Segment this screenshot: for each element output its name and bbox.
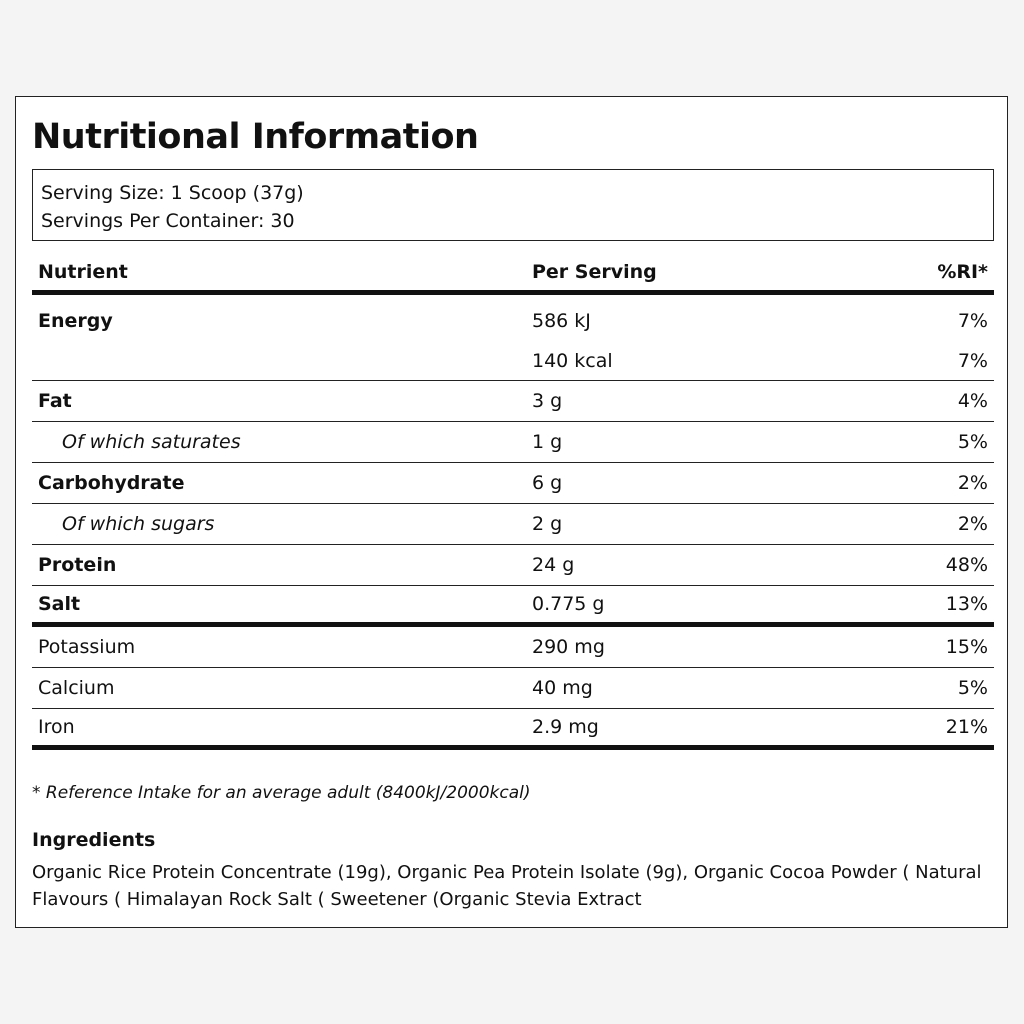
nutrient-name: Potassium (38, 636, 136, 658)
label-title: Nutritional Information (32, 117, 479, 157)
nutrient-name: Energy (38, 310, 113, 332)
header-nutrient: Nutrient (38, 260, 128, 283)
nutrient-name: Protein (38, 554, 117, 576)
table-row-sugars (32, 504, 994, 545)
nutrient-ri: 13% (945, 593, 988, 615)
nutrient-name: Salt (38, 593, 81, 615)
table-row-calcium (32, 668, 994, 709)
nutrient-value: 2.9 mg (532, 716, 599, 738)
nutrient-ri: 5% (957, 431, 988, 453)
table-row-fat (32, 381, 994, 422)
table-row-salt (32, 586, 994, 627)
table-row-protein (32, 545, 994, 586)
nutrient-name: Carbohydrate (38, 472, 185, 494)
nutrition-label (15, 96, 1008, 928)
table-row-saturates (32, 422, 994, 463)
table-row-carbohydrate (32, 463, 994, 504)
nutrient-ri: 15% (945, 636, 988, 658)
nutrient-ri: 7% (957, 310, 988, 332)
header-ri: %RI* (937, 260, 988, 283)
reference-intake-footnote: * Reference Intake for an average adult (8400kJ/2000kcal) (32, 783, 531, 803)
energy-kj-line (32, 295, 994, 341)
nutrient-ri: 4% (957, 390, 988, 412)
nutrient-value: 290 mg (532, 636, 605, 658)
ingredients-text: Organic Rice Protein Concentrate (19g), Organic Pea Protein Isolate (9g), Organic Cocoa Powder ( Natural Flavours ( Himalayan Rock Salt ( Sweetener (Organic Stevia Extract (32, 862, 982, 910)
nutrient-value: 24 g (532, 554, 575, 576)
nutrient-ri: 21% (945, 716, 988, 738)
ingredients-heading: Ingredients (32, 829, 156, 851)
nutrient-value: 0.775 g (532, 593, 605, 615)
energy-kcal-line (32, 341, 994, 380)
nutrient-ri: 7% (957, 349, 988, 372)
nutrient-name: Of which sugars (62, 513, 215, 535)
nutrient-value: 2 g (532, 513, 563, 535)
nutrient-value: 1 g (532, 431, 563, 453)
nutrient-name: Fat (38, 390, 72, 412)
nutrient-name: Calcium (38, 677, 115, 699)
table-header-row (32, 253, 994, 295)
nutrient-value: 6 g (532, 472, 563, 494)
nutrient-ri: 48% (945, 554, 988, 576)
nutrient-value: 3 g (532, 390, 563, 412)
header-per-serving: Per Serving (532, 260, 657, 283)
nutrient-value: 140 kcal (532, 349, 613, 372)
nutrient-value: 40 mg (532, 677, 593, 699)
nutrient-ri: 2% (957, 513, 988, 535)
serving-info-box (32, 169, 994, 241)
servings-per-container: Servings Per Container: 30 (41, 210, 295, 232)
serving-size: Serving Size: 1 Scoop (37g) (41, 182, 304, 204)
nutrient-name: Iron (38, 716, 75, 738)
table-row-iron (32, 709, 994, 750)
table-row-potassium (32, 627, 994, 668)
nutrient-value: 586 kJ (532, 310, 591, 332)
nutrient-ri: 2% (957, 472, 988, 494)
nutrient-name: Of which saturates (62, 431, 241, 453)
nutrition-table (32, 253, 994, 750)
nutrient-ri: 5% (957, 677, 988, 699)
table-row-energy (32, 295, 994, 381)
